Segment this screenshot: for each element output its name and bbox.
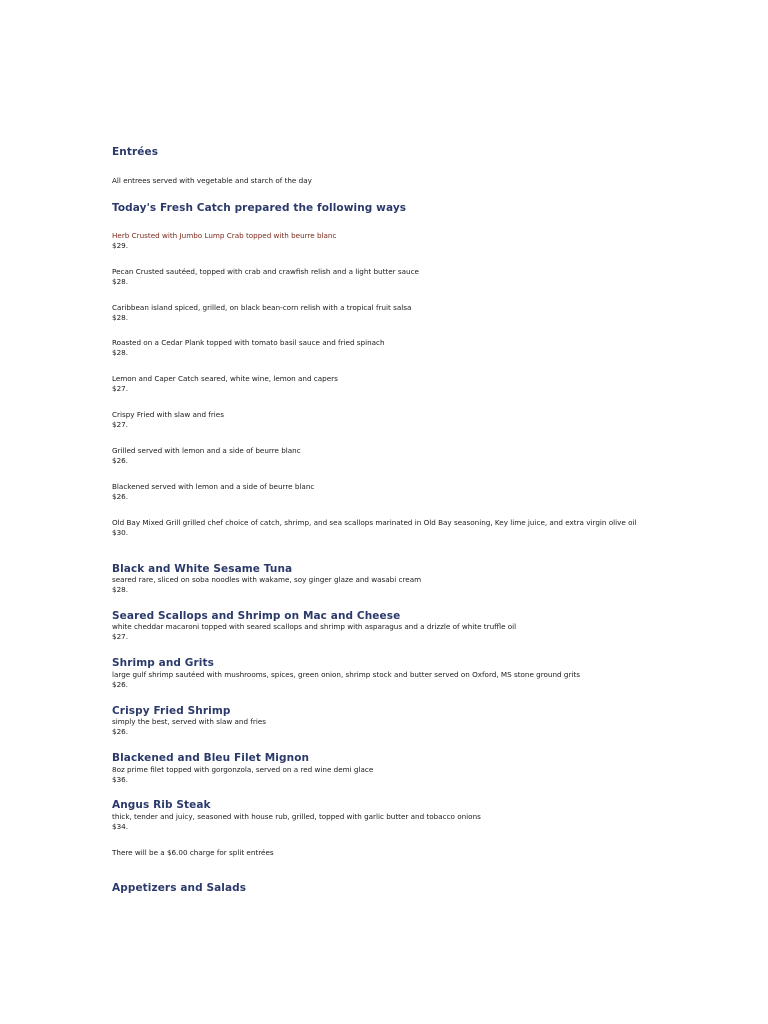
intro-text: All entrees served with vegetable and starch of the day: [112, 176, 312, 185]
list-item: [112, 482, 672, 501]
item-price: $28.: [112, 584, 129, 594]
list-item: [112, 622, 672, 641]
item-price: $29.: [112, 240, 129, 250]
page-title: Entrées: [112, 146, 159, 158]
item-price: $30.: [112, 527, 129, 537]
list-item: [112, 231, 672, 250]
item-description: Caribbean island spiced, grilled, on black bean-corn relish with a tropical fruit salsa: [112, 303, 412, 312]
item-description: Old Bay Mixed Grill grilled chef choice of catch, shrimp, and sea scallops marinated in Old Bay seasoning, Key lime juice, and extra virgin olive oil: [112, 518, 637, 527]
entree-name: Blackened and Bleu Filet Mignon: [112, 752, 310, 764]
list-item: [112, 717, 672, 736]
item-description: Lemon and Caper Catch seared, white wine, lemon and capers: [112, 374, 338, 383]
list-item: [112, 765, 672, 784]
item-price: $26.: [112, 455, 129, 465]
entree-name: Crispy Fried Shrimp: [112, 705, 231, 717]
list-item: [112, 812, 672, 831]
list-item: [112, 446, 672, 465]
list-item: [112, 338, 672, 357]
item-price: $27.: [112, 631, 129, 641]
item-price: $36.: [112, 774, 129, 784]
item-description: seared rare, sliced on soba noodles with wakame, soy ginger glaze and wasabi cream: [112, 575, 422, 584]
entree-name: Black and White Sesame Tuna: [112, 563, 293, 575]
item-description: Crispy Fried with slaw and fries: [112, 410, 224, 419]
split-charge-note: There will be a $6.00 charge for split entrées: [112, 848, 274, 857]
item-description: Grilled served with lemon and a side of beurre blanc: [112, 446, 301, 455]
section-heading-appetizers: Appetizers and Salads: [112, 882, 247, 894]
item-price: $26.: [112, 491, 129, 501]
item-description: Roasted on a Cedar Plank topped with tomato basil sauce and fried spinach: [112, 338, 385, 347]
item-price: $34.: [112, 821, 129, 831]
item-price: $26.: [112, 726, 129, 736]
item-description: white cheddar macaroni topped with seared scallops and shrimp with asparagus and a drizzle of white truffle oil: [112, 622, 517, 631]
item-description: simply the best, served with slaw and fries: [112, 717, 266, 726]
item-description: Blackened served with lemon and a side of beurre blanc: [112, 482, 315, 491]
list-item: [112, 267, 672, 286]
list-item: [112, 518, 672, 537]
item-price: $26.: [112, 679, 129, 689]
entree-name: Seared Scallops and Shrimp on Mac and Cheese: [112, 610, 401, 622]
list-item: [112, 410, 672, 429]
entree-name: Angus Rib Steak: [112, 799, 211, 811]
list-item: [112, 303, 672, 322]
item-price: $27.: [112, 419, 129, 429]
list-item: [112, 374, 672, 393]
entree-name: Shrimp and Grits: [112, 657, 214, 669]
fresh-catch-heading: Today's Fresh Catch prepared the following ways: [112, 202, 407, 214]
list-item: [112, 670, 672, 689]
item-description: Pecan Crusted sautéed, topped with crab and crawfish relish and a light butter sauce: [112, 267, 419, 276]
item-description: large gulf shrimp sautéed with mushrooms, spices, green onion, shrimp stock and butter served on Oxford, MS stone ground grits: [112, 670, 580, 679]
item-price: $28.: [112, 276, 129, 286]
item-description: 8oz prime filet topped with gorgonzola, served on a red wine demi glace: [112, 765, 374, 774]
item-description: thick, tender and juicy, seasoned with house rub, grilled, topped with garlic butter and tobacco onions: [112, 812, 481, 821]
item-price: $28.: [112, 347, 129, 357]
item-description: Herb Crusted with Jumbo Lump Crab topped with beurre blanc: [112, 231, 337, 240]
item-price: $27.: [112, 383, 129, 393]
list-item: [112, 575, 672, 594]
item-price: $28.: [112, 312, 129, 322]
